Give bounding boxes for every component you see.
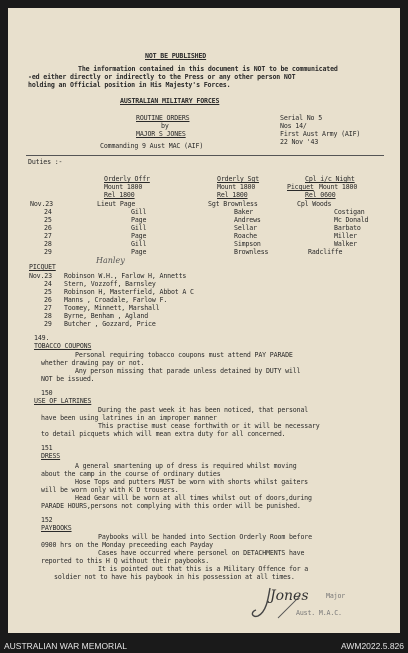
section-line: 0900 hrs on the Monday preceeding each Payday [41, 541, 213, 549]
notice-line-3: holding an Official position in His Majesty's Forces. [28, 81, 231, 89]
forces-heading: AUSTRALIAN MILITARY FORCES [120, 97, 220, 105]
section-number: 149. [34, 334, 50, 342]
duty-offr: Page [131, 216, 147, 224]
section-line: This practise must cease forthwith or it will be necessary [98, 422, 320, 430]
section-line: to detail picquets which will mean extra duty for all concerned. [41, 430, 286, 438]
signature-rank: Major [326, 592, 346, 600]
section-line: Head Gear will be worn at all times whilst out of doors,during [75, 494, 312, 502]
army-unit: First Aust Army (AIF) [280, 130, 361, 138]
archive-name: AUSTRALIAN WAR MEMORIAL [4, 641, 127, 651]
picquet-names: Byrne, Benham , Agland [64, 312, 149, 320]
section-line: about the camp in the course of ordinary duties [41, 470, 221, 478]
notice-line-2: -ed either directly or indirectly to the Press or any other person NOT [28, 73, 296, 81]
section-line: whether drawing pay or not. [41, 359, 145, 367]
duty-offr: Lieut Page [97, 200, 136, 208]
night-cpl-rel: Rel 0600 [305, 191, 336, 199]
orderly-offr-rel: Rel 1800 [104, 191, 135, 199]
picquet-names: Robinson H, Masterfield, Abbot A C [64, 288, 194, 296]
archive-footer [0, 638, 408, 653]
section-line: will be worn only with K D trousers. [41, 486, 179, 494]
picquet-date: 26 [44, 296, 52, 304]
issue-date: 22 Nov '43 [280, 138, 319, 146]
duty-cpl: Miller [334, 232, 357, 240]
section-title-latrines: USE OF LATRINES [34, 397, 92, 405]
picquet-date: 25 [44, 288, 52, 296]
duty-date: 25 [44, 216, 52, 224]
picquet-names: Robinson W.H., Farlow H, Annetts [64, 272, 187, 280]
duty-date: 24 [44, 208, 52, 216]
section-line: have been using latrines in an improper manner [41, 414, 217, 422]
section-line: PARADE HOURS,persons not complying with this order will be punished. [41, 502, 301, 510]
section-line: Cases have occurred where personel on DETACHMENTS have [98, 549, 305, 557]
picquet-date: 28 [44, 312, 52, 320]
signature-unit: Aust. M.A.C. [296, 609, 342, 617]
duty-sgt: Roache [234, 232, 257, 240]
orderly-sgt-mount: Mount 1800 [217, 183, 256, 191]
routine-orders-heading: ROUTINE ORDERS [136, 114, 190, 122]
section-line: During the past week it has been noticed, that personal [98, 406, 309, 414]
duty-sgt: Sellar [234, 224, 257, 232]
duty-offr: Gill [131, 240, 147, 248]
duties-title: Duties :- [28, 158, 63, 166]
duty-date: 29 [44, 248, 52, 256]
duty-offr: Gill [131, 224, 147, 232]
serial-number: Serial No 5 [280, 114, 323, 122]
duty-offr: Page [131, 232, 147, 240]
duty-sgt: Baker [234, 208, 254, 216]
document-page [8, 8, 400, 633]
duty-cpl: Mc Donald [334, 216, 369, 224]
section-line: It is pointed out that this is a Military Offence for a [98, 565, 309, 573]
header-divider [26, 155, 384, 156]
picquet-handwritten-note: Hanley [96, 256, 125, 265]
major-name: MAJOR S JONES [136, 130, 186, 138]
picquet-date: 24 [44, 280, 52, 288]
duty-date: Nov.23 [30, 200, 53, 208]
duty-cpl: Cpl Woods [297, 200, 332, 208]
picquet-names: Stern, Vozzoff, Barnsley [64, 280, 156, 288]
orderly-offr-heading: Orderly Offr [104, 175, 150, 183]
picquet-date: 27 [44, 304, 52, 312]
duty-cpl: Radcliffe [308, 248, 343, 256]
section-number: 150 [41, 389, 53, 397]
section-title-paybooks: PAYBOOKS [41, 524, 72, 532]
duty-cpl: Walker [334, 240, 357, 248]
nos-number: Nos 14/ [280, 122, 307, 130]
picquet-names: Manns , Croadale, Farlow F. [64, 296, 168, 304]
picquet-date: 29 [44, 320, 52, 328]
by-text: by [161, 122, 169, 130]
section-line: Hose Tops and putters MUST be worn with shorts whilst gaiters [75, 478, 309, 486]
section-line: soldier not to have his paybook in his possession at all times. [54, 573, 295, 581]
commanding-line: Commanding 9 Aust MAC (AIF) [100, 142, 204, 150]
duty-sgt: Andrews [234, 216, 261, 224]
duty-date: 27 [44, 232, 52, 240]
duty-sgt: Brownless [234, 248, 269, 256]
section-title-dress: DRESS [41, 452, 61, 460]
duty-sgt: Sgt Brownless [208, 200, 258, 208]
orderly-sgt-rel: Rel 1800 [217, 191, 248, 199]
picquet-title: PICQUET [29, 263, 56, 271]
picquet-heading-small: Picquet [287, 183, 314, 191]
signature-name: Jones [270, 588, 309, 604]
section-line: Paybooks will be handed into Section Orderly Room before [98, 533, 312, 541]
night-cpl-heading: Cpl i/c Night [305, 175, 355, 183]
orderly-offr-mount: Mount 1800 [104, 183, 143, 191]
duty-cpl: Costigan [334, 208, 365, 216]
section-line: NOT be issued. [41, 375, 95, 383]
not-published-heading: NOT BE PUBLISHED [145, 52, 207, 60]
duty-date: 28 [44, 240, 52, 248]
night-cpl-mount: Mount 1800 [319, 183, 358, 191]
notice-line-1: The information contained in this document is NOT to be communicated [78, 65, 338, 73]
orderly-sgt-heading: Orderly Sgt [217, 175, 260, 183]
section-line: Any person missing that parade unless detained by DUTY will [75, 367, 301, 375]
picquet-date: Nov.23 [29, 272, 52, 280]
archive-accession-number: AWM2022.5.826 [341, 641, 404, 651]
duty-cpl: Barbato [334, 224, 361, 232]
section-number: 151 [41, 444, 53, 452]
duty-offr: Gill [131, 208, 147, 216]
section-line: reported to this H Q without their paybooks. [41, 557, 210, 565]
duty-offr: Page [131, 248, 147, 256]
duty-sgt: Simpson [234, 240, 261, 248]
picquet-names: Butcher , Gozzard, Price [64, 320, 156, 328]
picquet-names: Toomey, Minnett, Marshall [64, 304, 160, 312]
section-line: A general smartening up of dress is required whilst moving [75, 462, 297, 470]
section-title-tobacco: TOBACCO COUPONS [34, 342, 92, 350]
section-number: 152 [41, 516, 53, 524]
duty-date: 26 [44, 224, 52, 232]
section-line: Personal requiring tobacco coupons must attend PAY PARADE [75, 351, 293, 359]
